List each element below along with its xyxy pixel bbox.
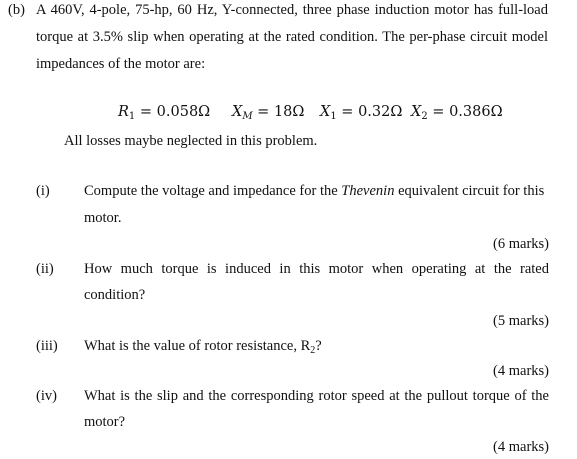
question-number: (iii)	[36, 338, 58, 354]
question-number: (i)	[36, 183, 50, 199]
question-text-line: Compute the voltage and impedance for the Thevenin equivalent circuit for this	[84, 183, 545, 199]
marks-label: (5 marks)	[493, 313, 549, 329]
marks-label: (6 marks)	[493, 236, 549, 252]
eq-x2: $X_2 = 0.386\Omega$	[411, 104, 503, 122]
question-number: (iv)	[36, 388, 57, 404]
eq-r1: $R_1 = 0.058\Omega$	[118, 104, 211, 122]
question-text-line: condition?	[84, 287, 146, 303]
question-text-line: motor.	[84, 210, 122, 226]
question-text-line: motor?	[84, 414, 126, 430]
impedance-equation	[118, 104, 210, 122]
eq-xm: $X_M = 18\Omega$	[232, 104, 305, 122]
part-label: (b)	[8, 2, 25, 18]
intro-line-3: impedances of the motor are:	[36, 56, 206, 72]
question-text-line: What is the slip and the corresponding rotor speed at the pullout torque of the	[84, 388, 549, 404]
question-text-line: What is the value of rotor resistance, $R_2$?	[84, 338, 322, 356]
intro-line-1: A 460V, 4-pole, 75-hp, 60 Hz, Y-connected, three phase induction motor has full-load	[36, 2, 548, 18]
losses-note: All losses maybe neglected in this problem.	[64, 133, 318, 149]
marks-label: (4 marks)	[493, 439, 549, 455]
intro-line-2: torque at 3.5% slip when operating at the rated condition. The per-phase circuit model	[36, 29, 548, 45]
question-number: (ii)	[36, 261, 54, 277]
question-text-line: How much torque is induced in this motor when operating at the rated	[84, 261, 549, 277]
marks-label: (4 marks)	[493, 363, 549, 379]
eq-x1: $X_1 = 0.32\Omega$	[320, 104, 403, 122]
